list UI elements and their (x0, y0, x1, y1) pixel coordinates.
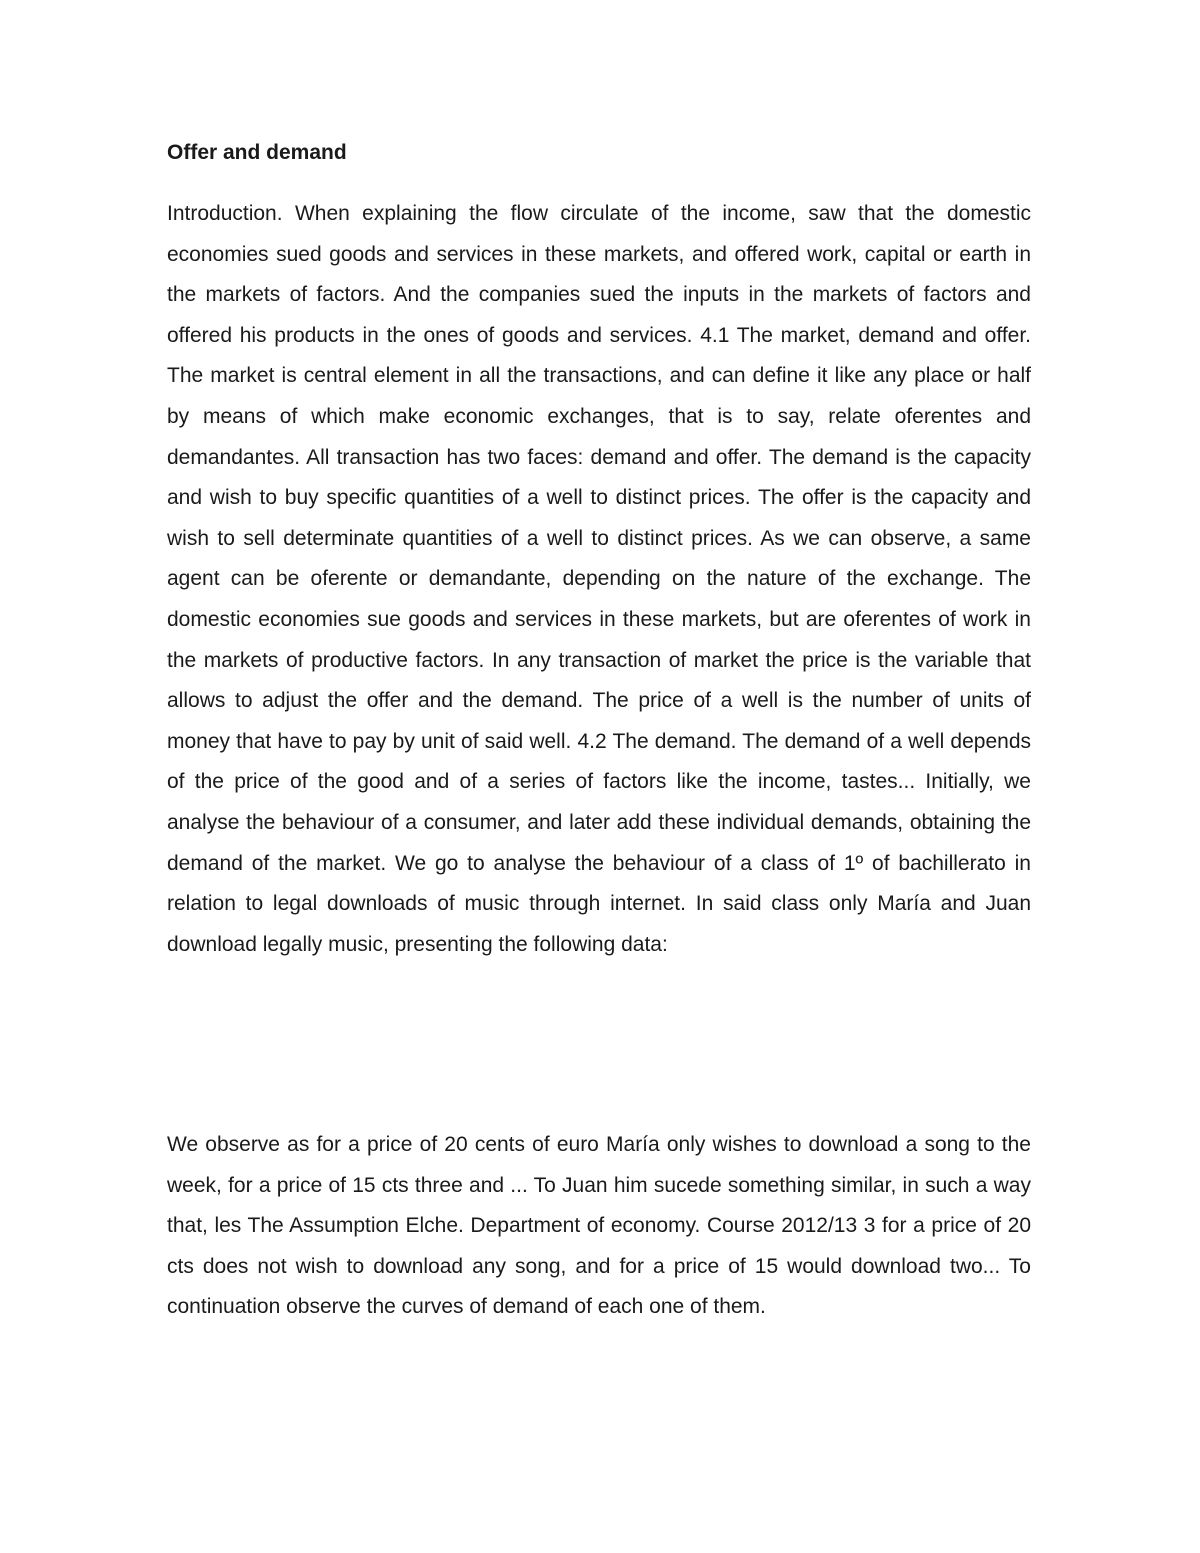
paragraph-introduction: Introduction. When explaining the flow circulate of the income, saw that the domestic economies sued goods and services in these markets, and offered work, capital or earth in the markets of factors. And the companies sued the inputs in the markets of factors and offered his products in the ones of goods and services. 4.1 The market, demand and offer. The market is central element in all the transactions, and can define it like any place or half by means of which make economic exchanges, that is to say, relate oferentes and demandantes. All transaction has two faces: demand and offer. The demand is the capacity and wish to buy specific quantities of a well to distinct prices. The offer is the capacity and wish to sell determinate quantities of a well to distinct prices. As we can observe, a same agent can be oferente or demandante, depending on the nature of the exchange. The domestic economies sue goods and services in these markets, but are oferentes of work in the markets of productive factors. In any transaction of market the price is the variable that allows to adjust the offer and the demand. The price of a well is the number of units of money that have to pay by unit of said well. 4.2 The demand. The demand of a well depends of the price of the good and of a series of factors like the income, tastes... Initially, we analyse the behaviour of a consumer, and later add these individual demands, obtaining the demand of the market. We go to analyse the behaviour of a class of 1º of bachillerato in relation to legal downloads of music through internet. In said class only María and Juan download legally music, presenting the following data: (167, 202, 1031, 956)
document-title: Offer and demand (167, 141, 347, 164)
paragraph-observation: We observe as for a price of 20 cents of euro María only wishes to download a song to the week, for a price of 15 cts three and ... To Juan him sucede something similar, in such a way that, les The Assumption Elche. Department of economy. Course 2012/13 3 for a price of 20 cts does not wish to download any song, and for a price of 15 would download two... To continuation observe the curves of demand of each one of them. (167, 1133, 1031, 1319)
